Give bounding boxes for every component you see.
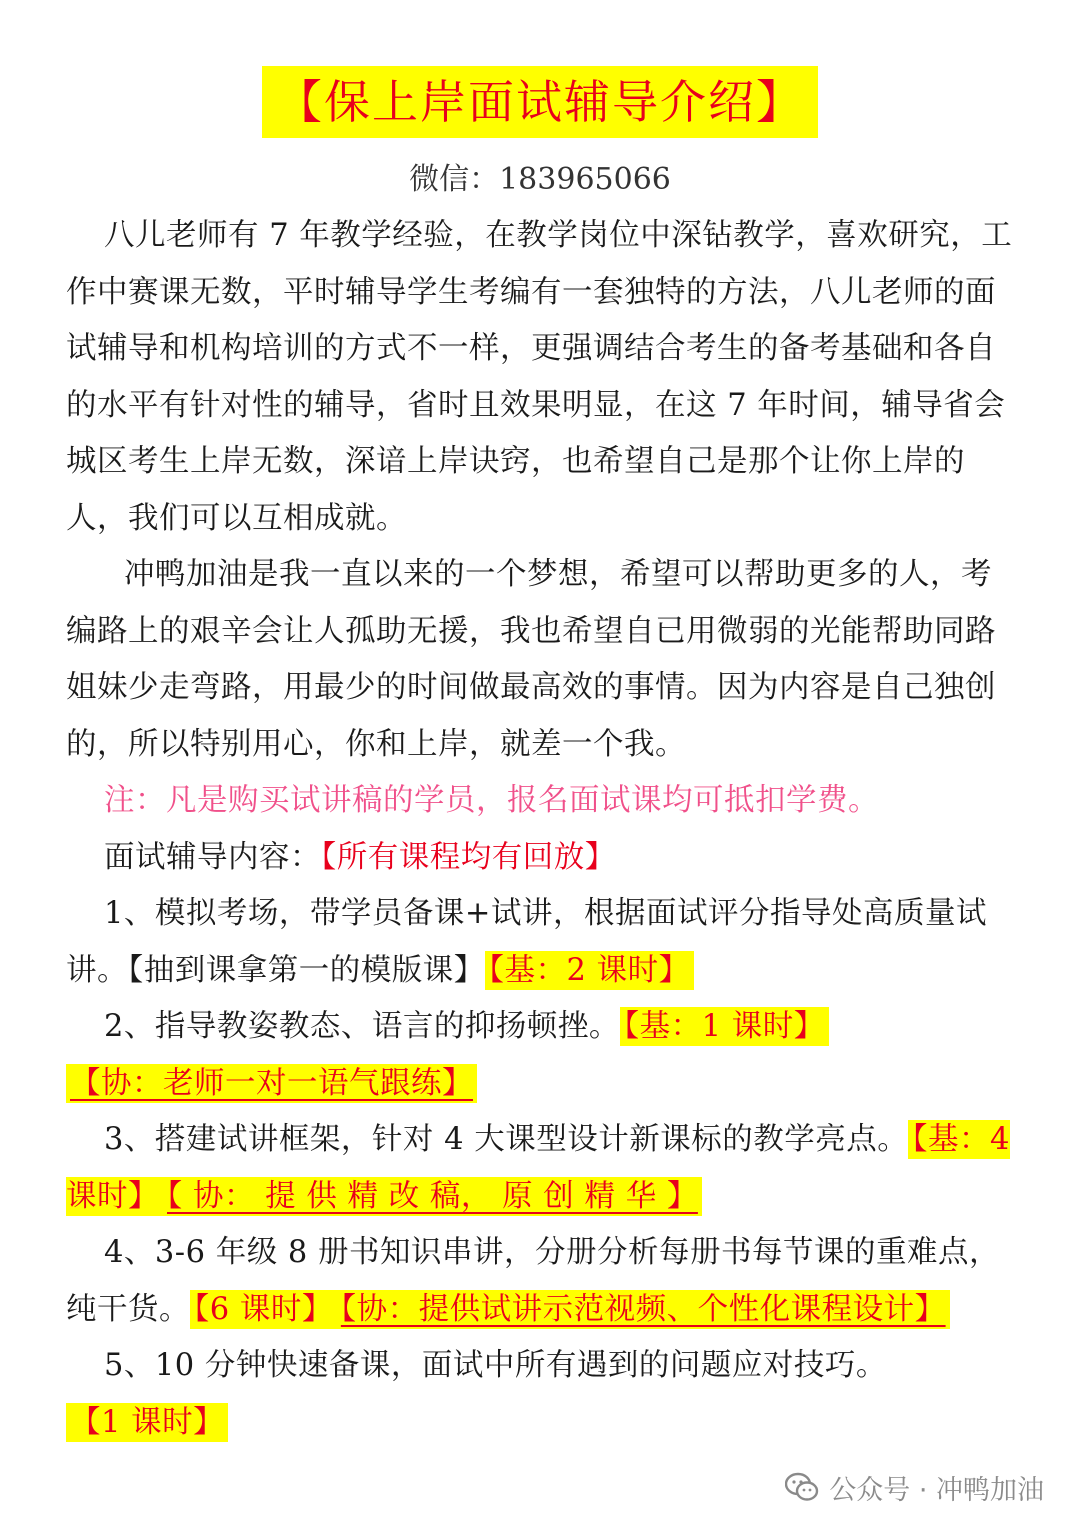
wechat-icon [785, 1472, 819, 1502]
wechat-id: 微信：183965066 [409, 162, 671, 197]
course-hours-badge: 【6 课时】 [190, 1290, 337, 1329]
title-wrap [0, 66, 1080, 138]
page-title: 【保上岸面试辅导介绍】 [262, 66, 818, 138]
content-heading-label: 面试辅导内容： [104, 839, 321, 875]
course-hours-badge: 【基：2 课时】 [485, 951, 694, 990]
course-item-text: 1、模拟考场，带学员备课+试讲，根据面试评分指导处高质量试讲。【抽到课拿第一的模版课】 [66, 896, 987, 988]
course-hours-badge: 【基：1 课时】 [620, 1007, 829, 1046]
course-item-text: 2、指导教姿教态、语言的抑扬顿挫。 [104, 1009, 620, 1044]
account-name: 公众号 · 冲鸭加油 [829, 1474, 1044, 1506]
course-assist-badge: 【协：提供试讲示范视频、个性化课程设计】 [337, 1290, 950, 1329]
course-item-1 [66, 886, 1021, 999]
course-item-5 [66, 1338, 1021, 1451]
course-item-4 [66, 1225, 1021, 1338]
course-assist-badge: 【协：老师一对一语气跟练】 [66, 1064, 477, 1103]
intro-paragraph-2: 冲鸭加油是我一直以来的一个梦想，希望可以帮助更多的人，考编路上的艰辛会让人孤助无援，我也希望自已用微弱的光能帮助同路姐妹少走弯路，用最少的时间做最高效的事情。因为内容是自己独创的，所以特别用心，你和上岸，就差一个我。 [66, 557, 996, 762]
course-item-text: 3、搭建试讲框架，针对 4 大课型设计新课标的教学亮点。 [104, 1122, 909, 1157]
content-heading [66, 830, 1021, 887]
course-hours-badge: 【1 课时】 [66, 1403, 228, 1442]
account-footer [785, 1467, 1044, 1507]
course-item-text: 5、10 分钟快速备课，面试中所有遇到的问题应对技巧。 [104, 1348, 887, 1383]
course-item-text: 4、3-6 年级 8 册书知识串讲，分册分析每册书每节课的重难点，纯干货。 [66, 1235, 1001, 1327]
course-item-2 [66, 999, 1021, 1112]
course-assist-badge: 【 协： 提 供 精 改 稿， 原 创 精 华 】 [163, 1177, 702, 1216]
replay-tag: 【所有课程均有回放】 [321, 839, 616, 875]
discount-note: 注：凡是购买试讲稿的学员，报名面试课均可抵扣学费。 [104, 783, 879, 818]
course-hours-badge: 【基：4 课时】 [66, 1122, 1010, 1214]
intro-paragraph-1: 八儿老师有 7 年教学经验，在教学岗位中深钻教学，喜欢研究，工作中赛课无数，平时辅导学生考编有一套独特的方法，八儿老师的面试辅导和机构培训的方式不一样，更强调结合考生的备考基础和各自的水平有针对性的辅导，省时且效果明显，在这 7 年时间，辅导省会城区考生上岸无数，深谙上岸诀窍，也希望自己是那个让你上岸的人，我们可以互相成就。 [66, 218, 1013, 536]
document-body [66, 208, 1021, 1451]
course-item-3 [66, 1112, 1021, 1225]
